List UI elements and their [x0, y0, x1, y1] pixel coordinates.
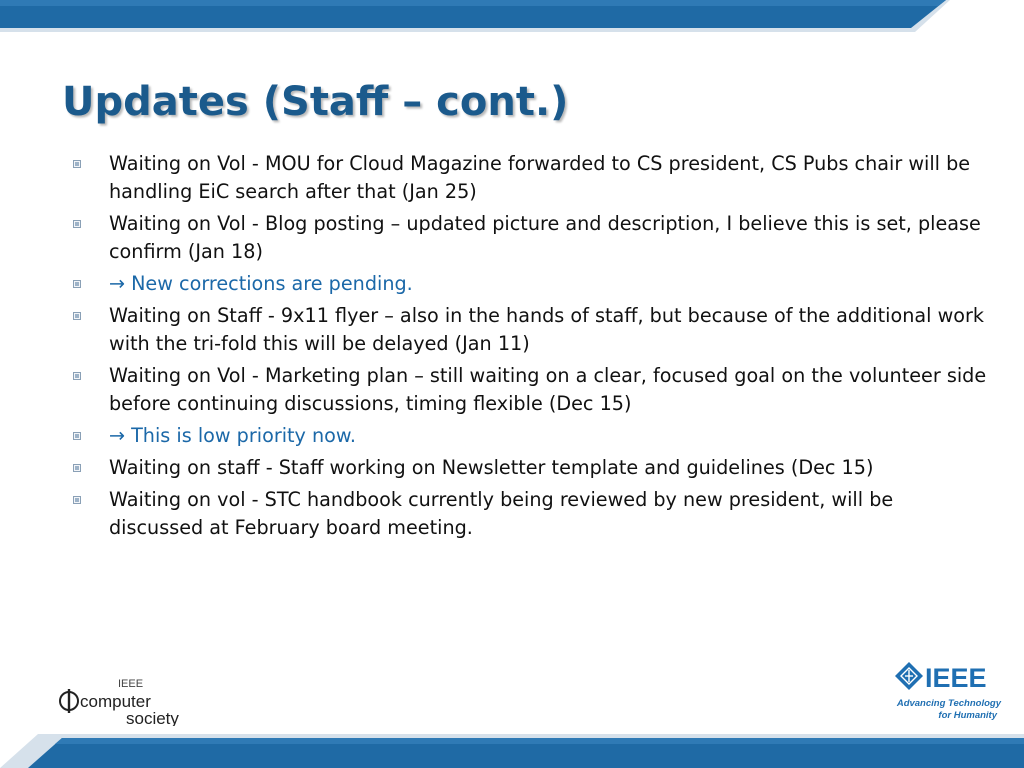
cs-logo-society-text: society [126, 709, 179, 726]
square-bullet-icon [73, 496, 81, 504]
square-bullet-icon [73, 160, 81, 168]
bullet-text: Waiting on Vol - Blog posting – updated picture and description, I believe this is set, please confirm (Jan 18) [109, 212, 981, 263]
slide-title: Updates (Staff – cont.) [62, 79, 569, 125]
square-bullet-icon [73, 280, 81, 288]
bullet-text: Waiting on vol - STC handbook currently being reviewed by new president, will be discussed at February board meeting. [109, 488, 894, 539]
computer-society-logo [58, 676, 198, 726]
cs-logo-computer-text: computer [80, 692, 151, 711]
bottom-banner [0, 734, 1024, 768]
bullet-text: Waiting on Staff - 9x11 flyer – also in the hands of staff, but because of the additional work with the tri-fold this will be delayed (Jan 11) [109, 304, 984, 355]
arrow-right-icon: → [109, 272, 126, 295]
arrow-right-icon: → [109, 424, 126, 447]
square-bullet-icon [73, 464, 81, 472]
bullet-text: Waiting on Vol - Marketing plan – still waiting on a clear, focused goal on the volunteer side before continuing discussions, timing flexible (Dec 15) [109, 364, 987, 415]
square-bullet-icon [73, 312, 81, 320]
ieee-tagline-line1: Advancing Technology [896, 698, 1001, 709]
cs-logo-ieee-text: IEEE [118, 678, 144, 690]
bullet-list [70, 150, 990, 546]
bullet-text: Waiting on staff - Staff working on Newsletter template and guidelines (Dec 15) [109, 456, 874, 479]
square-bullet-icon [73, 432, 81, 440]
ieee-wordmark: IEEE [925, 663, 987, 693]
bullet-text: This is low priority now. [131, 424, 356, 447]
phi-icon [60, 689, 78, 713]
bullet-item [70, 150, 990, 206]
bullet-item-note [70, 270, 990, 298]
bullet-item [70, 486, 990, 542]
bullet-text: Waiting on Vol - MOU for Cloud Magazine forwarded to CS president, CS Pubs chair will be handling EiC search after that (Jan 25) [109, 152, 971, 203]
ieee-diamond-icon [895, 662, 923, 690]
bullet-item [70, 362, 990, 418]
ieee-tagline-line2: for Humanity [938, 710, 997, 721]
bullet-item [70, 454, 990, 482]
bullet-item [70, 302, 990, 358]
square-bullet-icon [73, 372, 81, 380]
bullet-item-note [70, 422, 990, 450]
ieee-logo [893, 660, 1005, 724]
bullet-text: New corrections are pending. [131, 272, 413, 295]
top-banner [0, 0, 1024, 32]
bullet-item [70, 210, 990, 266]
square-bullet-icon [73, 220, 81, 228]
